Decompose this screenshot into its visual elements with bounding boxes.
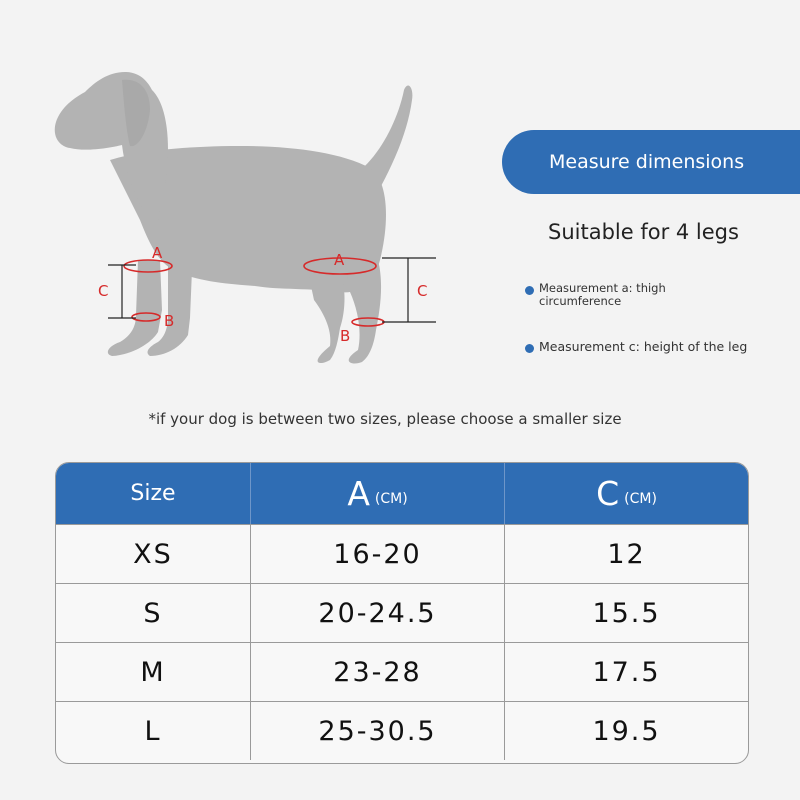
hind-label-b: B — [340, 327, 351, 345]
front-label-c: C — [98, 282, 109, 300]
table-row — [56, 524, 748, 583]
dog-measurement-diagram — [40, 60, 480, 380]
cell-a: 20-24.5 — [251, 584, 505, 642]
header-size: Size — [56, 463, 251, 524]
front-label-a: A — [152, 244, 163, 262]
cell-c: 17.5 — [592, 656, 661, 688]
header-a-label: A — [347, 474, 370, 513]
dog-silhouette-icon — [40, 60, 480, 380]
measurement-a-item — [525, 282, 685, 308]
cell-size: L — [56, 702, 251, 760]
front-label-b: B — [164, 312, 175, 330]
bullet-dot-icon — [525, 286, 534, 295]
header-a-unit: (CM) — [374, 490, 408, 507]
size-note: *if your dog is between two sizes, please choose a smaller size — [148, 410, 622, 428]
hind-label-a: A — [334, 251, 345, 269]
measurement-c-item — [525, 340, 765, 353]
table-header-row — [56, 463, 748, 524]
measurement-c-text: Measurement c: height of the leg — [539, 339, 748, 354]
subtitle: Suitable for 4 legs — [548, 220, 739, 244]
measurement-a-text: Measurement a: thigh circumference — [539, 281, 666, 308]
header-c-label: C — [596, 474, 620, 513]
bullet-dot-icon — [525, 344, 534, 353]
hind-label-c: C — [417, 282, 428, 300]
measure-dimensions-banner: Measure dimensions — [502, 130, 800, 194]
header-a — [251, 463, 505, 524]
cell-a: 25-30.5 — [251, 702, 505, 760]
table-row — [56, 642, 748, 701]
cell-c: 15.5 — [592, 597, 661, 629]
cell-a: 16-20 — [251, 525, 505, 583]
cell-size: M — [56, 643, 251, 701]
header-c — [505, 463, 748, 524]
table-row — [56, 583, 748, 642]
cell-c: 12 — [607, 538, 646, 570]
cell-size: S — [56, 584, 251, 642]
cell-size: XS — [56, 525, 251, 583]
size-table — [55, 462, 749, 764]
cell-a: 23-28 — [251, 643, 505, 701]
header-c-unit: (CM) — [624, 490, 657, 507]
table-row — [56, 701, 748, 760]
cell-c: 19.5 — [592, 715, 661, 747]
